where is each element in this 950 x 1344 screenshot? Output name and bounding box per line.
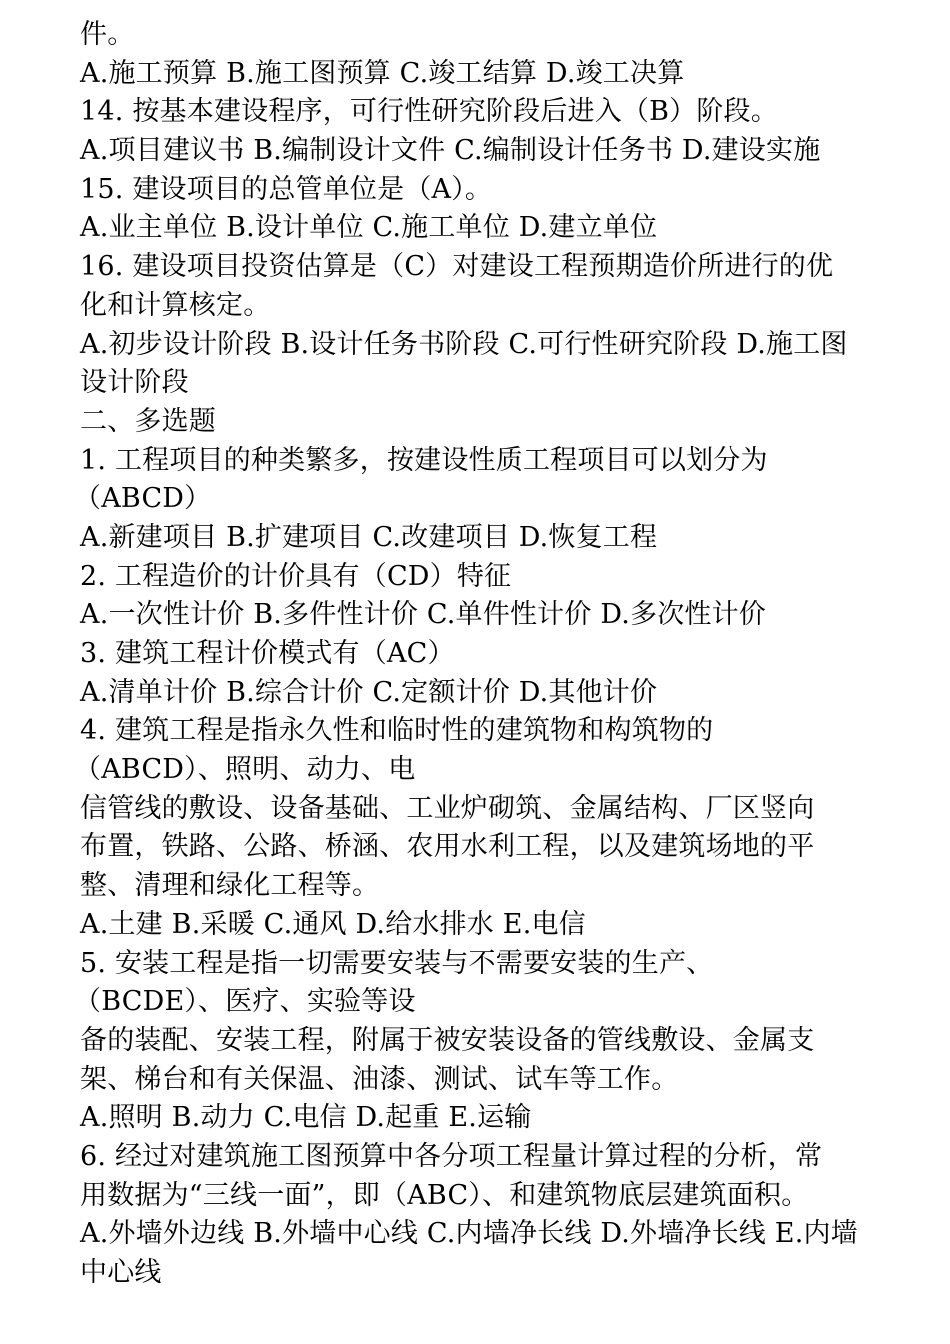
text-line: 架、梯台和有关保温、油漆、测试、试车等工作。 <box>80 1063 679 1095</box>
answer-options: A.外墙外边线 B.外墙中心线 C.内墙净长线 D.外墙净长线 E.内墙 <box>80 1218 858 1250</box>
text-line: 化和计算核定。 <box>80 289 271 321</box>
answer-options: A.土建 B.采暖 C.通风 D.给水排水 E.电信 <box>80 908 586 940</box>
answer-options: A.照明 B.动力 C.电信 D.起重 E.运输 <box>80 1102 532 1134</box>
question-16: 16. 建设项目投资估算是（C）对建设工程预期造价所进行的优 <box>80 251 834 283</box>
text-line: 备的装配、安装工程，附属于被安装设备的管线敷设、金属支 <box>80 1024 815 1056</box>
answer-options: A.项目建议书 B.编制设计文件 C.编制设计任务书 D.建设实施 <box>80 135 821 167</box>
text-line: 布置，铁路、公路、桥涵、农用水利工程，以及建筑场地的平 <box>80 831 815 863</box>
question-1: 1. 工程项目的种类繁多，按建设性质工程项目可以划分为 <box>80 444 768 476</box>
text-line: （BCDE）、医疗、实验等设 <box>74 986 416 1018</box>
question-3: 3. 建筑工程计价模式有（AC） <box>80 638 455 669</box>
question-14: 14. 按基本建设程序，可行性研究阶段后进入（B）阶段。 <box>80 96 778 128</box>
answer-options: A.业主单位 B.设计单位 C.施工单位 D.建立单位 <box>80 212 658 244</box>
question-4: 4. 建筑工程是指永久性和临时性的建筑物和构筑物的 <box>80 715 714 747</box>
text-line: 中心线 <box>80 1257 162 1288</box>
text-line: 设计阶段 <box>80 367 189 399</box>
question-5: 5. 安装工程是指一切需要安装与不需要安装的生产、 <box>80 947 714 979</box>
question-6: 6. 经过对建筑施工图预算中各分项工程量计算过程的分析，常 <box>80 1140 823 1172</box>
question-2: 2. 工程造价的计价具有（CD）特征 <box>80 560 512 592</box>
section-heading: 二、多选题 <box>80 405 216 437</box>
text-line: 整、清理和绿化工程等。 <box>80 870 380 902</box>
text-line: （ABCD）、照明、动力、电 <box>74 754 416 786</box>
text-line: 信管线的敷设、设备基础、工业炉砌筑、金属结构、厂区竖向 <box>80 792 815 824</box>
text-line: 件。 <box>80 19 135 50</box>
answer-options: A.一次性计价 B.多件性计价 C.单件性计价 D.多次性计价 <box>80 599 766 631</box>
answer-options: A.初步设计阶段 B.设计任务书阶段 C.可行性研究阶段 D.施工图 <box>80 328 848 360</box>
question-15: 15. 建设项目的总管单位是（A）。 <box>80 173 493 205</box>
text-line: 用数据为“三线一面”，即（ABC）、和建筑物底层建筑面积。 <box>80 1179 809 1211</box>
document-page <box>74 16 880 1293</box>
answer-options: A.清单计价 B.综合计价 C.定额计价 D.其他计价 <box>80 676 658 708</box>
answer-options: A.施工预算 B.施工图预算 C.竣工结算 D.竣工决算 <box>80 57 685 89</box>
answer-key: （ABCD） <box>74 483 212 515</box>
answer-options: A.新建项目 B.扩建项目 C.改建项目 D.恢复工程 <box>80 521 658 553</box>
